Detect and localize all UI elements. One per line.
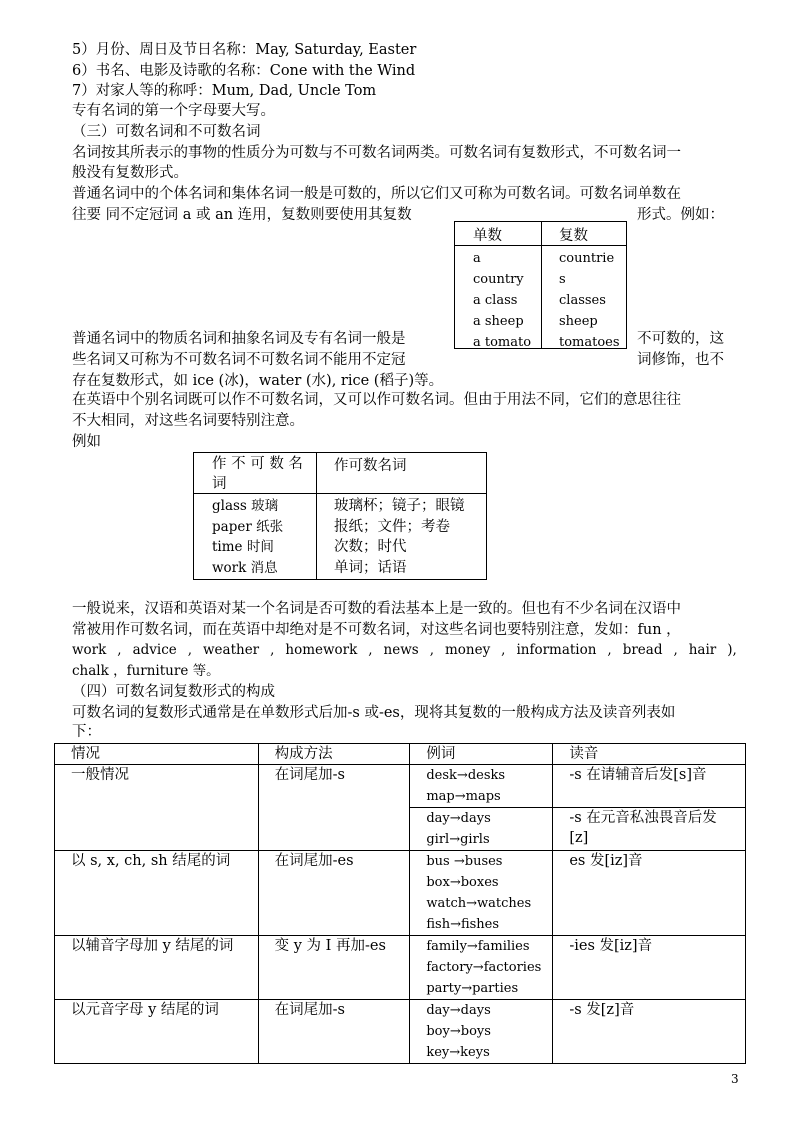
text-line: 往要 同不定冠词 a 或 an 连用，复数则要使用其复数 [72,207,412,223]
table-cell: bus →buses box→boxes watch→watches fish→fishes [410,851,553,936]
table-header: 例词 [410,744,553,765]
text-line: 可数名词的复数形式通常是在单数形式后加-s 或-es，现将其复数的一般构成方法及读音列表如 [72,705,676,721]
plural-formation-table [54,743,746,1064]
text-line: 专有名词的第一个字母要大写。 [72,103,275,119]
table-cell: a class [473,293,518,308]
singular-plural-table [454,221,627,349]
table-header: 作可数名词 [334,458,407,474]
table-cell: glass 玻璃 [212,498,279,514]
text-line: 普通名词中的物质名词和抽象名词及专有名词一般是 [72,331,406,347]
word: , [607,642,612,658]
text-line: 普通名词中的个体名词和集体名词一般是可数的，所以它们又可称为可数名词。可数名词单数在 [72,186,681,202]
word: news [383,642,419,658]
table-cell: 在词尾加-s [258,1000,410,1064]
table-cell: 玻璃杯；镜子；眼镜 [334,498,465,514]
text-line: 不可数的，这 [637,331,724,347]
table-cell: a sheep [473,314,524,329]
table-cell: -s 在元音私浊畏音后发 [z] [553,808,746,851]
text-line: 名词按其所表示的事物的性质分为可数与不可数名词两类。可数名词有复数形式，不可数名词一 [72,145,681,161]
word: weather [202,642,260,658]
text-line-words [72,640,737,660]
table-cell: work 消息 [212,559,278,576]
table-header: 复数 [559,228,588,244]
table-cell: 一般情况 [55,765,259,851]
table-header: 情况 [55,744,259,765]
text-line: 不大相同，对这些名词要特别注意。 [72,413,304,429]
table-cell: 在词尾加-es [258,851,410,936]
table-cell: 以元音字母 y 结尾的词 [55,1000,259,1064]
section-heading: （三）可数名词和不可数名词 [72,124,261,140]
text-line: 存在复数形式，如 ice (冰)，water (水), rice (稻子)等。 [72,373,444,389]
text-line: 形式。例如： [637,207,724,223]
table-cell: time 时间 [212,539,274,555]
table-cell: 单词；话语 [334,559,407,576]
word: , [187,642,193,658]
word: , [429,642,434,658]
text-line: 在英语中个别名词既可以作不可数名词，又可以作可数名词。但由于用法不同，它们的意思往往 [72,392,681,408]
table-cell: 以辅音字母加 y 结尾的词 [55,936,259,1000]
table-header: 读音 [553,744,746,765]
table-header: 构成方法 [258,744,410,765]
word: , [270,642,275,658]
table-cell: 次数；时代 [334,539,407,555]
table-cell: 变 y 为 I 再加-es [258,936,410,1000]
text-line: 一般说来，汉语和英语对某一个名词是否可数的看法基本上是一致的。但也有不少名词在汉语中 [72,601,681,617]
text-line: 7）对家人等的称呼：Mum, Dad, Uncle Tom [72,83,377,99]
word: work [72,642,107,658]
word: , [117,642,122,658]
table-cell: a [473,251,481,266]
table-cell: day→days girl→girls [410,808,553,851]
word: information [516,642,597,658]
table-header: 单数 [473,228,502,244]
text-line: 6）书名、电影及诗歌的名称：Cone with the Wind [72,63,416,79]
table-cell: countrie [559,251,615,266]
word: , [673,642,678,658]
text-line: 5）月份、周日及节日名称：May, Saturday, Easter [72,42,417,58]
table-header: 作 不 可 数 名 [212,456,303,472]
table-cell: family→families factory→factories party→parties [410,936,553,1000]
text-line: 下： [72,724,101,740]
table-cell: a tomato [473,335,532,350]
word: bread [622,642,663,658]
word: hair [688,642,717,658]
word: , [501,642,506,658]
text-line: 词修饰，也不 [637,352,724,368]
table-cell: tomatoes [559,335,620,350]
word: money [444,642,491,658]
text-line: 般没有复数形式。 [72,165,188,181]
word: homework [285,642,358,658]
page-number: 3 [731,1072,739,1086]
table-cell: -s 在请辅音后发[s]音 [553,765,746,808]
table-cell: 在词尾加-s [258,765,410,851]
table-cell: sheep [559,314,598,329]
table-header: 词 [212,476,227,492]
countable-uncountable-table [193,452,487,580]
text-line: 常被用作可数名词，而在英语中却绝对是不可数名词，对这些名词也要特别注意，发如：fun ， [72,622,681,638]
table-cell: classes [559,293,606,308]
text-line: 些名词又可称为不可数名词不可数名词不能用不定冠 [72,352,406,368]
table-cell: es 发[iz]音 [553,851,746,936]
section-heading: （四）可数名词复数形式的构成 [72,684,275,700]
table-cell: -s 发[z]音 [553,1000,746,1064]
word: ), [727,642,737,658]
table-cell: -ies 发[iz]音 [553,936,746,1000]
table-cell: desk→desks map→maps [410,765,553,808]
word: , [368,642,373,658]
word: advice [132,642,177,658]
table-cell: s [559,272,566,287]
table-cell: 报纸；文件；考卷 [334,518,450,535]
text-line: 例如 [72,434,101,450]
table-cell: paper 纸张 [212,518,284,535]
table-cell: 以 s, x, ch, sh 结尾的词 [55,851,259,936]
table-cell: country [473,272,524,287]
table-cell: day→days boy→boys key→keys [410,1000,553,1064]
text-line: chalk ，furniture 等。 [72,663,220,679]
